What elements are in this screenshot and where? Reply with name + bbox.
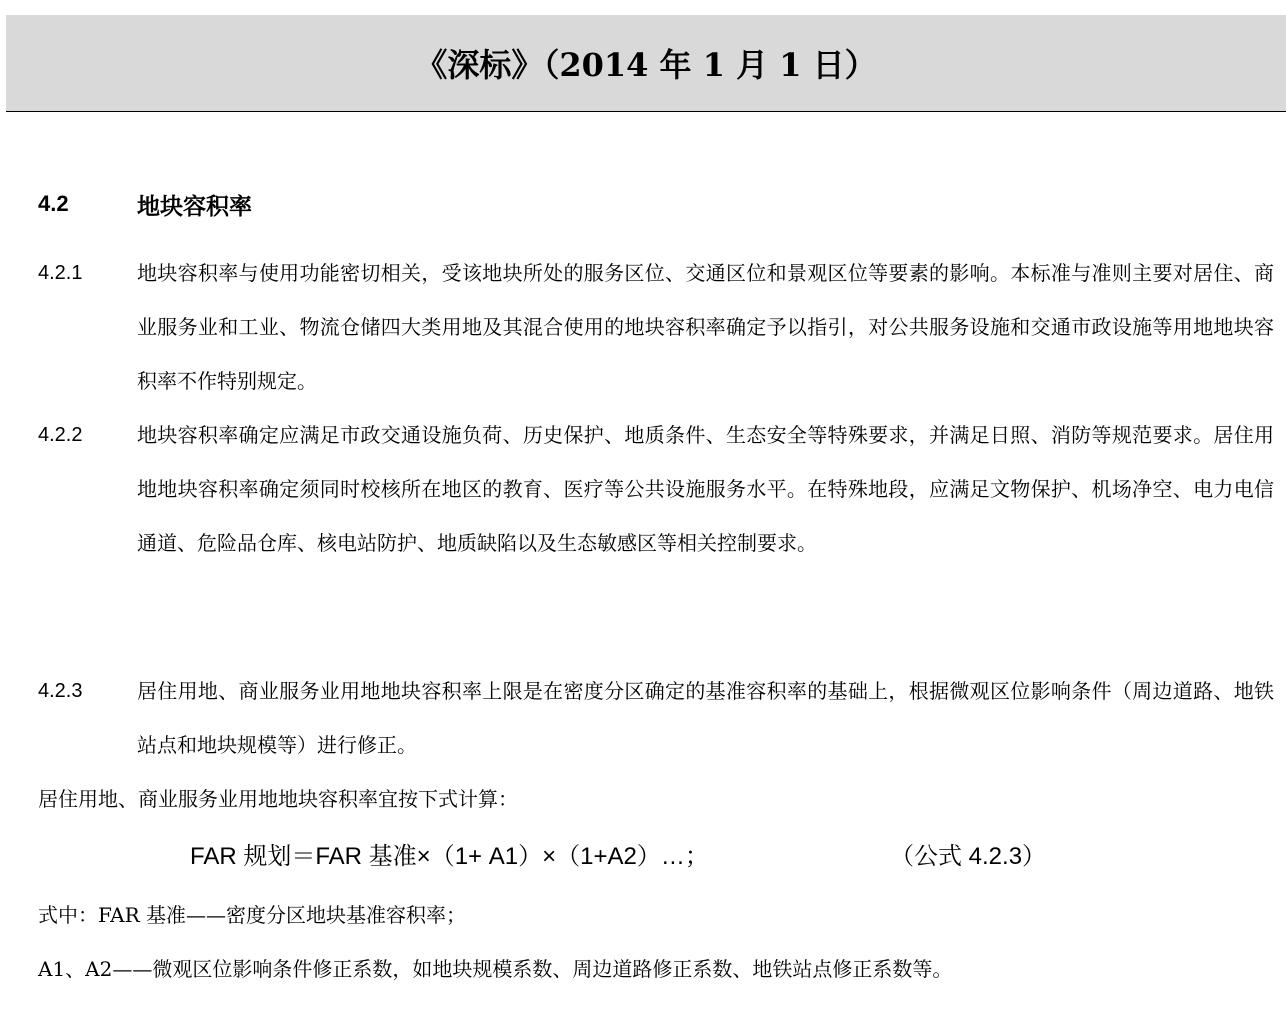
- section-title: 地块容积率: [137, 193, 252, 220]
- clause-4-2-3: [38, 664, 1274, 772]
- section-heading: [38, 186, 252, 222]
- clause-number: 4.2.1: [38, 262, 83, 284]
- clause-number: 4.2.2: [38, 424, 83, 446]
- calculation-intro: 居住用地、商业服务业用地地块容积率宜按下式计算：: [38, 787, 518, 811]
- section-number: 4.2: [38, 191, 69, 216]
- document-header: [6, 15, 1286, 112]
- clause-text: 居住用地、商业服务业用地地块容积率上限是在密度分区确定的基准容积率的基础上，根据微观区位影响条件（周边道路、地铁站点和地块规模等）进行修正。: [137, 679, 1274, 757]
- definition-a1-a2: A1、A2——微观区位影响条件修正系数，如地块规模系数、周边道路修正系数、地铁站点修正系数等。: [38, 957, 953, 981]
- definition-far-base: 式中：FAR 基准——密度分区地块基准容积率；: [38, 903, 466, 927]
- clause-text: 地块容积率与使用功能密切相关，受该地块所处的服务区位、交通区位和景观区位等要素的影响。本标准与准则主要对居住、商业服务业和工业、物流仓储四大类用地及其混合使用的地块容积率确定予以指引，对公共服务设施和交通市政设施等用地地块容积率不作特别规定。: [137, 261, 1274, 393]
- formula-reference: （公式 4.2.3）: [890, 842, 1047, 870]
- document-title: 《深标》（2014 年 1 月 1 日）: [415, 46, 877, 84]
- clause-4-2-1: [38, 246, 1274, 408]
- clause-4-2-2: [38, 408, 1274, 570]
- formula-expression: FAR 规划＝FAR 基准×（1+ A1）×（1+A2）…；: [190, 842, 709, 870]
- clause-number: 4.2.3: [38, 680, 83, 702]
- clause-text: 地块容积率确定应满足市政交通设施负荷、历史保护、地质条件、生态安全等特殊要求，并满足日照、消防等规范要求。居住用地地块容积率确定须同时校核所在地区的教育、医疗等公共设施服务水平。在特殊地段，应满足文物保护、机场净空、电力电信通道、危险品仓库、核电站防护、地质缺陷以及生态敏感区等相关控制要求。: [137, 423, 1274, 555]
